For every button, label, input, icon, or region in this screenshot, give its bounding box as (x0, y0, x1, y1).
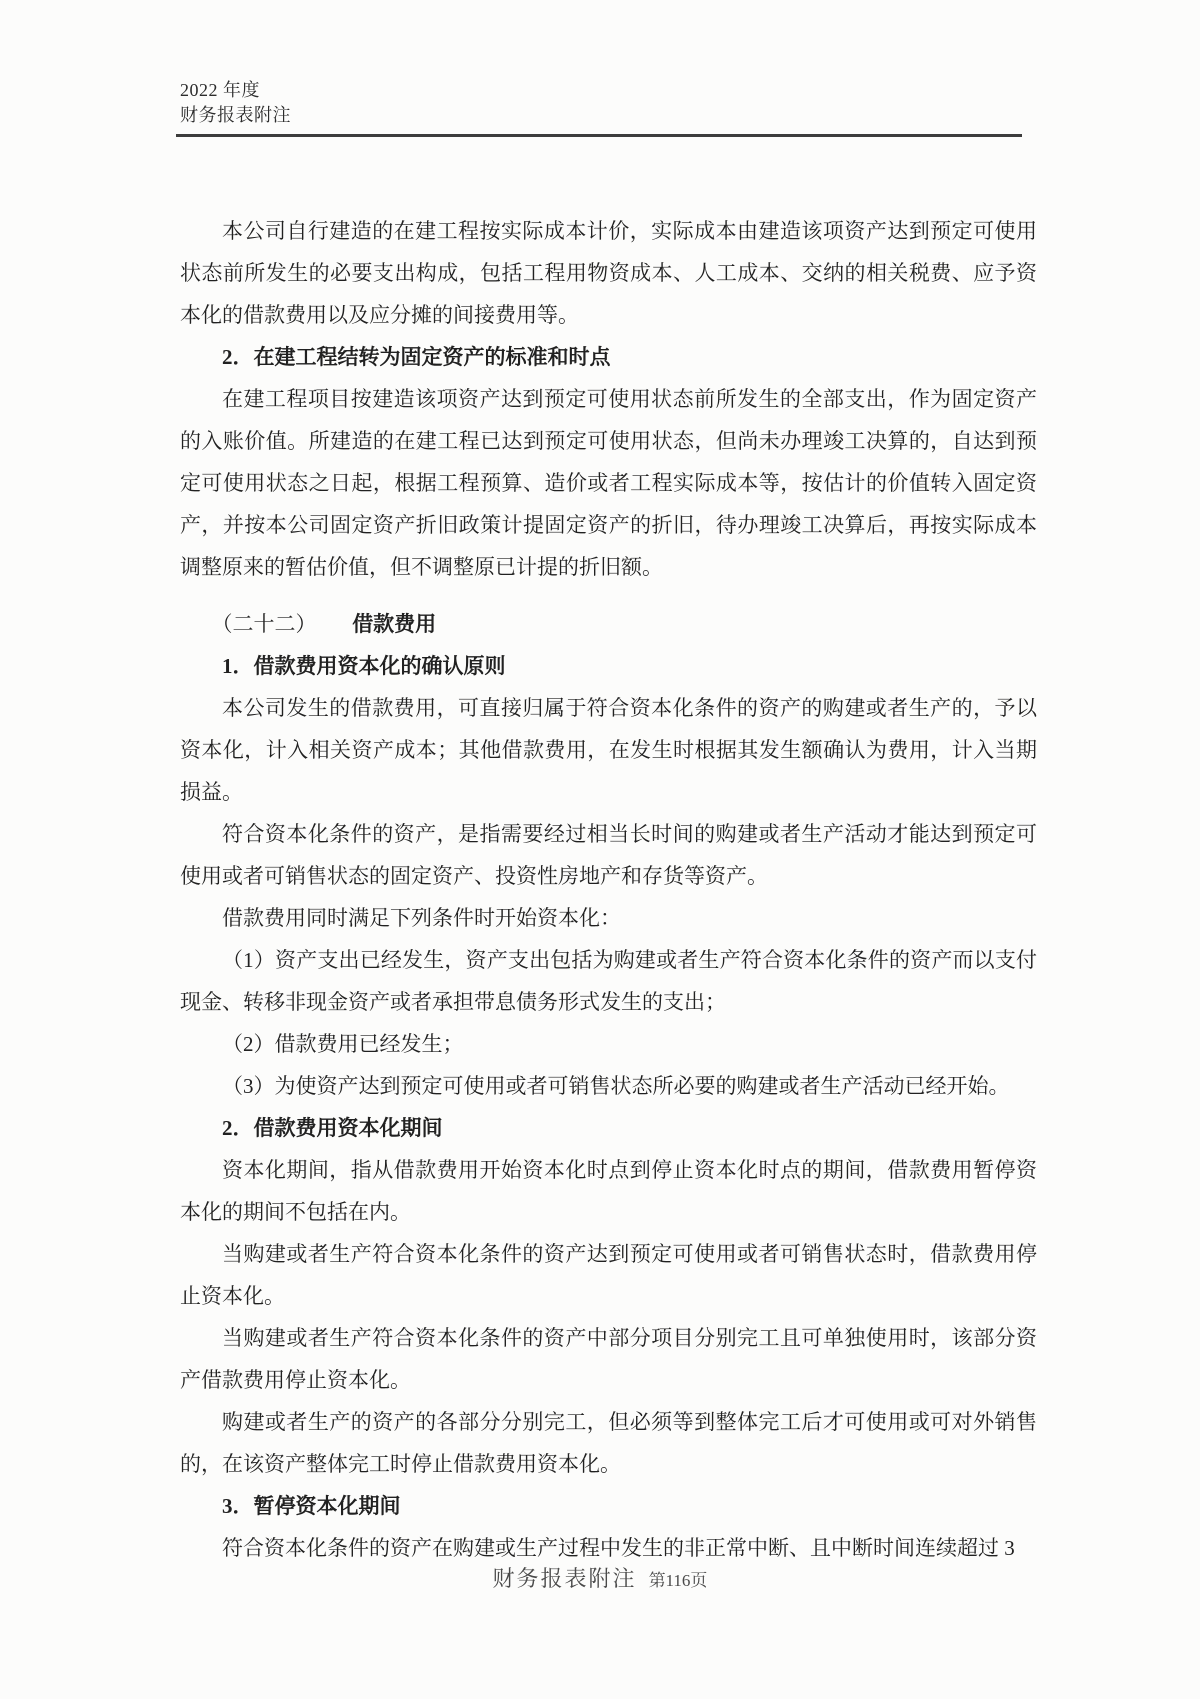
numbered-heading: 2．在建工程结转为固定资产的标准和时点 (222, 345, 611, 369)
header-year: 2022 年度 (180, 80, 260, 100)
paragraph: 本公司发生的借款费用，可直接归属于符合资本化条件的资产的购建或者生产的，予以资本化，计入相关资产成本；其他借款费用，在发生时根据其发生额确认为费用，计入当期损益。 (180, 696, 1037, 804)
page-footer (0, 1562, 1200, 1593)
header-rule (176, 134, 1022, 137)
paragraph: 借款费用同时满足下列条件时开始资本化： (222, 906, 621, 930)
paragraph: 当购建或者生产符合资本化条件的资产中部分项目分别完工且可单独使用时，该部分资产借款费用停止资本化。 (180, 1326, 1037, 1392)
paragraph: （3）为使资产达到预定可使用或者可销售状态所必要的购建或者生产活动已经开始。 (222, 1074, 1010, 1098)
section-heading (180, 603, 1037, 645)
footer-page-number: 第116页 (648, 1571, 708, 1590)
paragraph: 当购建或者生产符合资本化条件的资产达到预定可使用或者可销售状态时，借款费用停止资本化。 (180, 1242, 1037, 1308)
numbered-heading: 3．暂停资本化期间 (222, 1494, 401, 1518)
document-body (180, 210, 1037, 1569)
paragraph: （1）资产支出已经发生，资产支出包括为购建或者生产符合资本化条件的资产而以支付现金、转移非现金资产或者承担带息债务形式发生的支出； (180, 948, 1037, 1014)
paragraph: 在建工程项目按建造该项资产达到预定可使用状态前所发生的全部支出，作为固定资产的入账价值。所建造的在建工程已达到预定可使用状态，但尚未办理竣工决算的，自达到预定可使用状态之日起，根据工程预算、造价或者工程实际成本等，按估计的价值转入固定资产，并按本公司固定资产折旧政策计提固定资产的折旧，待办理竣工决算后，再按实际成本调整原来的暂估价值，但不调整原已计提的折旧额。 (180, 387, 1037, 579)
paragraph: 资本化期间，指从借款费用开始资本化时点到停止资本化时点的期间，借款费用暂停资本化的期间不包括在内。 (180, 1158, 1037, 1224)
paragraph: 购建或者生产的资产的各部分分别完工，但必须等到整体完工后才可使用或可对外销售的，在该资产整体完工时停止借款费用资本化。 (180, 1410, 1037, 1476)
paragraph: 符合资本化条件的资产在购建或生产过程中发生的非正常中断、且中断时间连续超过 3 (222, 1536, 1015, 1560)
footer-label: 财务报表附注 (492, 1566, 637, 1591)
paragraph: 本公司自行建造的在建工程按实际成本计价，实际成本由建造该项资产达到预定可使用状态前所发生的必要支出构成，包括工程用物资成本、人工成本、交纳的相关税费、应予资本化的借款费用以及应分摊的间接费用等。 (180, 219, 1037, 327)
paragraph: （2）借款费用已经发生； (222, 1032, 464, 1056)
section-number: （二十二） (211, 612, 317, 636)
section-title: 借款费用 (352, 612, 437, 636)
page-header (180, 78, 291, 128)
paragraph: 符合资本化条件的资产，是指需要经过相当长时间的购建或者生产活动才能达到预定可使用或者可销售状态的固定资产、投资性房地产和存货等资产。 (180, 822, 1037, 888)
header-doc-title: 财务报表附注 (180, 105, 291, 125)
numbered-heading: 2．借款费用资本化期间 (222, 1116, 443, 1140)
numbered-heading: 1．借款费用资本化的确认原则 (222, 654, 506, 678)
